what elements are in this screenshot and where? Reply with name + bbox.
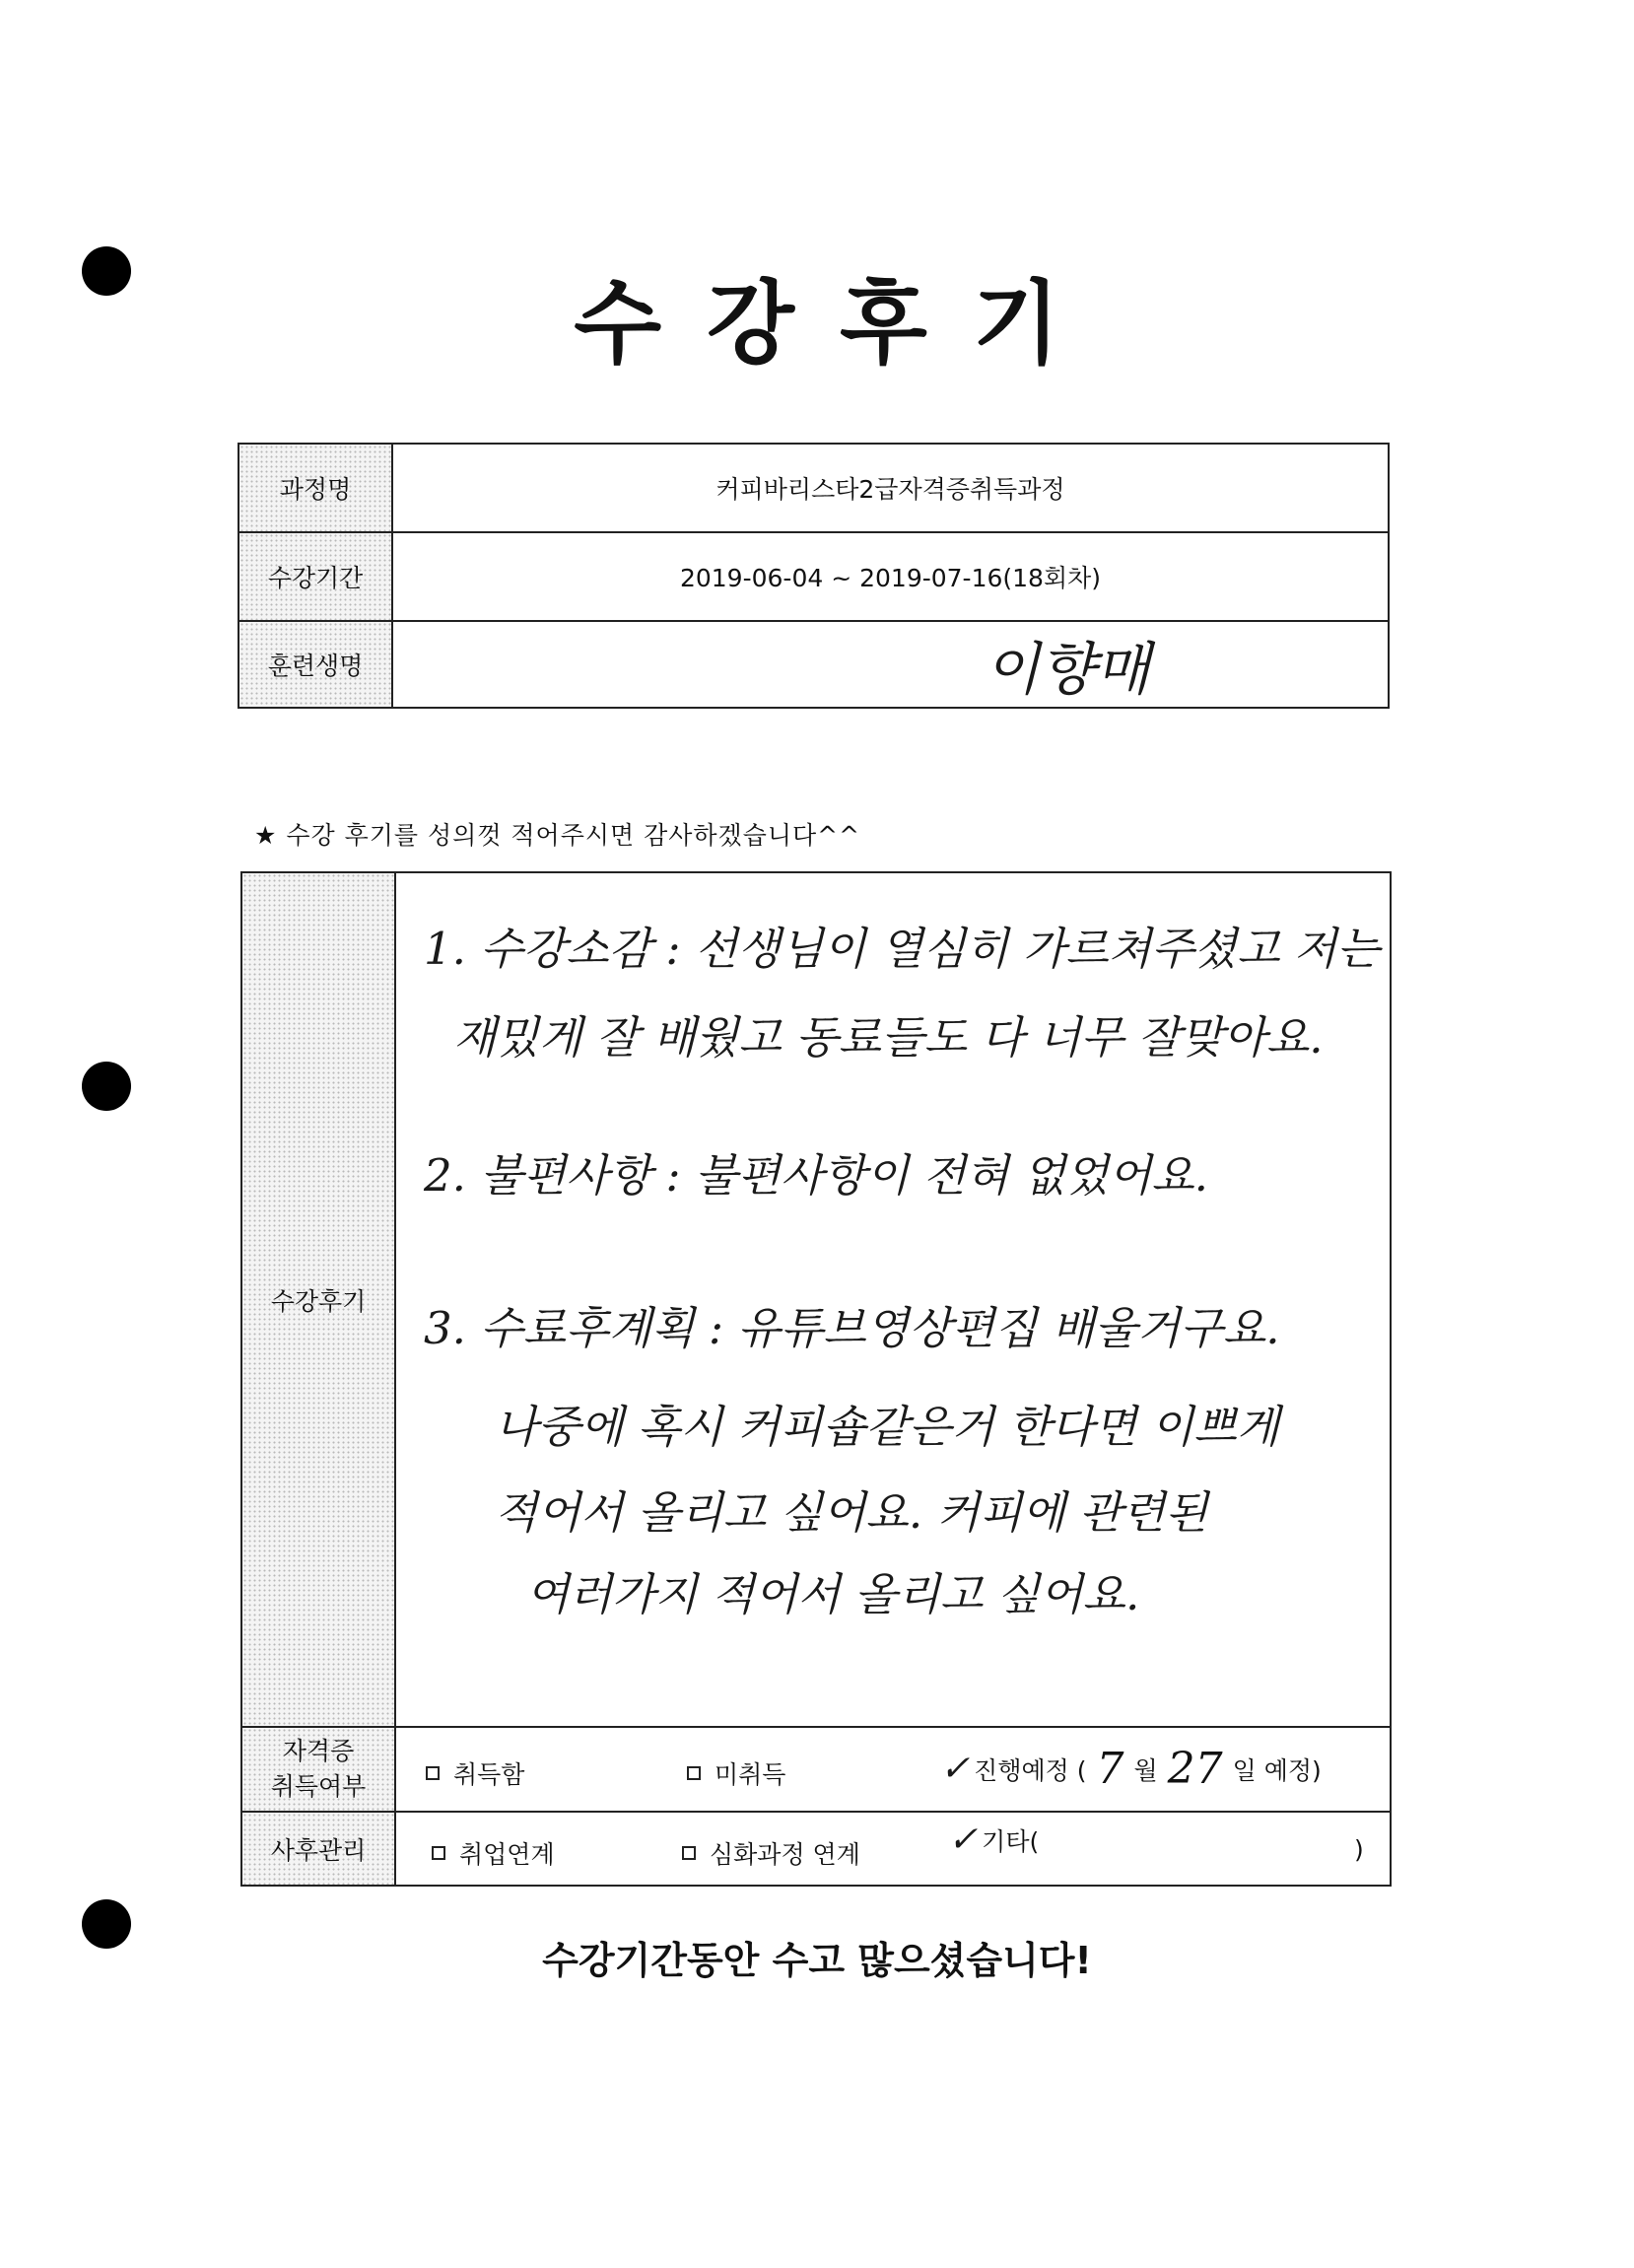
review-handwritten-area xyxy=(396,873,1390,1726)
period-row xyxy=(239,533,1388,622)
option-other-close-paren: ) xyxy=(1354,1835,1364,1864)
period-label: 수강기간 xyxy=(239,533,393,620)
trainee-row xyxy=(239,622,1388,707)
option-job-link-label: 취업연계 xyxy=(459,1840,555,1869)
review-table xyxy=(240,871,1392,1887)
checkbox-not-acquired[interactable] xyxy=(687,1766,701,1780)
trainee-label: 훈련생명 xyxy=(239,622,393,707)
check-mark-icon[interactable]: ✓ xyxy=(948,1820,979,1860)
planned-month-handwritten: 7 xyxy=(1096,1744,1124,1794)
course-label: 과정명 xyxy=(239,445,393,531)
checkbox-acquired[interactable] xyxy=(426,1766,440,1780)
certificate-label-line1: 자격증 xyxy=(282,1737,355,1765)
review-label: 수강후기 xyxy=(242,873,396,1726)
certificate-row xyxy=(242,1728,1390,1813)
month-unit: 월 xyxy=(1133,1755,1158,1785)
aftercare-row xyxy=(242,1813,1390,1885)
review-text xyxy=(396,873,1390,1726)
review-line-1: 1. 수강소감 : 선생님이 열심히 가르쳐주셨고 저는 xyxy=(424,923,1380,975)
option-job-link[interactable] xyxy=(432,1835,555,1871)
aftercare-options xyxy=(396,1813,1390,1885)
certificate-label xyxy=(242,1728,396,1811)
course-value: 커피바리스타2급자격증취득과정 xyxy=(715,475,1065,504)
review-row xyxy=(242,873,1390,1728)
info-table xyxy=(238,443,1390,709)
option-other[interactable] xyxy=(948,1822,1039,1858)
certificate-options xyxy=(396,1728,1390,1811)
trainee-name-handwritten xyxy=(393,622,1388,707)
review-line-7: 여러가지 적어서 올리고 싶어요. xyxy=(526,1568,1140,1620)
binder-hole-middle xyxy=(82,1062,131,1111)
option-other-label: 기타( xyxy=(982,1827,1040,1856)
option-advanced-course-label: 심화과정 연계 xyxy=(710,1840,860,1869)
check-mark-icon[interactable]: ✓ xyxy=(940,1748,971,1789)
checkbox-advanced-course[interactable] xyxy=(682,1846,696,1860)
option-planned-label: 진행예정 ( xyxy=(974,1755,1087,1785)
page-title: 수강후기 xyxy=(574,271,1106,377)
review-line-4: 3. 수료후계획 : 유튜브영상편집 배울거구요. xyxy=(424,1302,1280,1354)
checkbox-job-link[interactable] xyxy=(432,1846,445,1860)
closing-message: 수강기간동안 수고 많으셨습니다! xyxy=(542,1939,1092,1982)
period-value: 2019-06-04 ~ 2019-07-16(18회차) xyxy=(679,564,1102,592)
trainee-name-text: 이향매 xyxy=(985,636,1151,703)
review-line-2: 재밌게 잘 배웠고 동료들도 다 너무 잘맞아요. xyxy=(453,1011,1324,1064)
course-row xyxy=(239,445,1388,533)
review-line-3: 2. 불편사항 : 불편사항이 전혀 없었어요. xyxy=(424,1149,1208,1202)
aftercare-label: 사후관리 xyxy=(242,1813,396,1885)
option-other-close xyxy=(1354,1835,1364,1864)
instruction-note: ★ 수강 후기를 성의껏 적어주시면 감사하겠습니다^^ xyxy=(254,821,861,850)
option-not-acquired[interactable] xyxy=(687,1755,785,1791)
option-planned[interactable] xyxy=(940,1744,1322,1794)
option-not-acquired-label: 미취득 xyxy=(715,1760,786,1789)
option-acquired[interactable] xyxy=(426,1755,524,1791)
review-line-5: 나중에 혹시 커피숍같은거 한다면 이쁘게 xyxy=(495,1401,1280,1453)
option-advanced-course[interactable] xyxy=(682,1835,860,1871)
day-unit: 일 예정) xyxy=(1232,1755,1322,1785)
planned-day-handwritten: 27 xyxy=(1167,1744,1223,1794)
review-line-6: 적어서 올리고 싶어요. 커피에 관련된 xyxy=(495,1486,1208,1539)
certificate-label-line2: 취득여부 xyxy=(270,1772,367,1801)
option-acquired-label: 취득함 xyxy=(453,1760,525,1789)
